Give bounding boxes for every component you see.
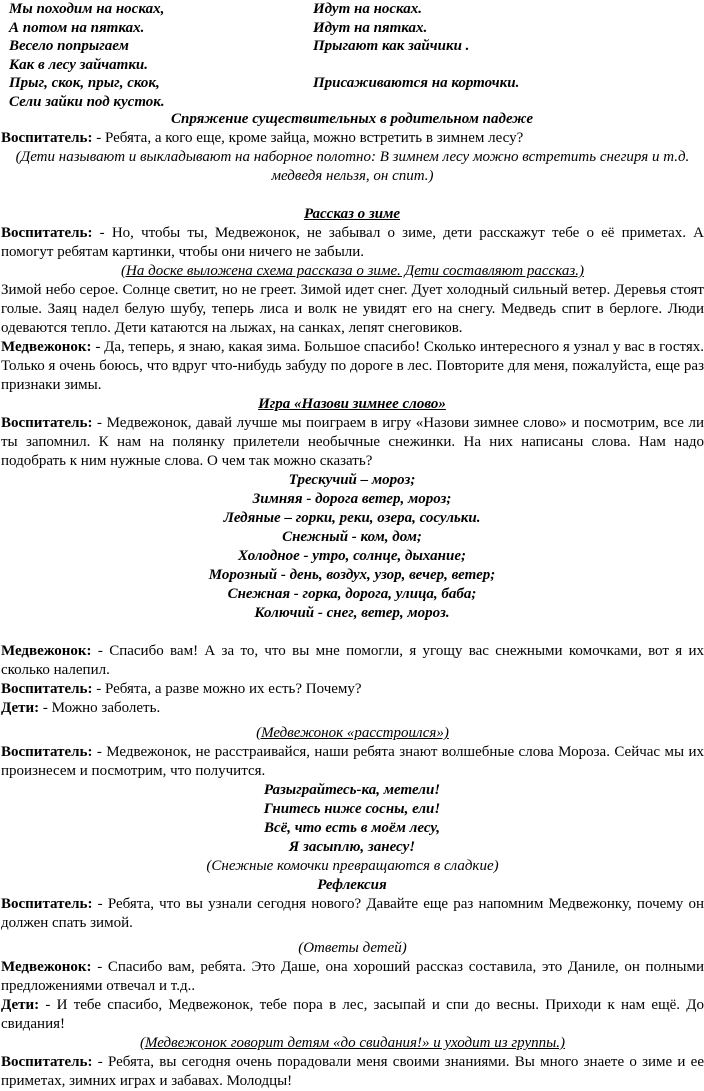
paragraph bbox=[0, 129, 704, 148]
paragraph bbox=[0, 338, 704, 395]
word-line: Колючий - снег, ветер, мороз. bbox=[254, 605, 450, 621]
speaker-label: Воспитатель: bbox=[1, 681, 93, 697]
poem-right-column bbox=[313, 0, 693, 111]
word-line: Снежная - горка, дорога, улица, баба; bbox=[227, 586, 477, 602]
paragraph bbox=[0, 895, 704, 933]
paragraph bbox=[0, 642, 704, 680]
stage-direction: (Дети называют и выкладывают на наборное полотно: В зимнем лесу можно встретить снегиря и т.д. медведя нельзя, он спит.) bbox=[15, 149, 690, 184]
section-heading: Спряжение существительных в родительном падеже bbox=[171, 111, 533, 127]
paragraph bbox=[0, 680, 704, 699]
poem-line: Сели зайки под кусток. bbox=[9, 93, 165, 110]
speaker-label: Воспитатель: bbox=[1, 415, 93, 431]
speech-text: - Ребята, а разве можно их есть? Почему? bbox=[92, 681, 362, 697]
speech-text: - Спасибо вам, ребята. Это Даше, она хороший рассказ составила, это Даниле, он полными предложениями отвечал и т.д.. bbox=[1, 959, 704, 994]
speaker-label: Медвежонок: bbox=[1, 643, 92, 659]
speech-text: - Можно заболеть. bbox=[39, 700, 161, 716]
speech-text: - Ребята, что вы узнали сегодня нового? Давайте еще раз напомним Медвежонку, почему он должен спать зимой. bbox=[1, 896, 704, 931]
speaker-label: Дети: bbox=[1, 997, 40, 1013]
paragraph bbox=[0, 414, 704, 471]
stage-direction: (Ответы детей) bbox=[298, 940, 407, 956]
section-heading: Рефлексия bbox=[317, 877, 387, 893]
speaker-label: Медвежонок: bbox=[1, 339, 92, 355]
speech-text: - Да, теперь, я знаю, какая зима. Большое спасибо! Сколько интересного я узнал у вас в гостях. Только я очень боюсь, что вдруг что-нибудь забуду по дороге в лес. Повторите для меня, пожалуйста, еще раз признаки зимы. bbox=[1, 339, 704, 393]
speech-text: - Ребята, а кого еще, кроме зайца, можно встретить в зимнем лесу? bbox=[92, 130, 524, 146]
poem-left-column bbox=[9, 0, 299, 111]
poem-action-line bbox=[313, 93, 693, 112]
speaker-label: Воспитатель: bbox=[1, 896, 93, 912]
speaker-label: Воспитатель: bbox=[1, 225, 93, 241]
speaker-label: Воспитатель: bbox=[1, 744, 93, 760]
paragraph bbox=[0, 699, 704, 718]
stage-direction: (На доске выложена схема рассказа о зиме. Дети составляют рассказ.) bbox=[121, 263, 584, 279]
spacer bbox=[0, 623, 704, 642]
speech-text: - Но, чтобы ты, Медвежонок, не забывал о зиме, дети расскажут тебе о её приметах. А помогут ребятам картинки, чтобы они ничего не забыли. bbox=[1, 225, 704, 260]
paragraph bbox=[0, 958, 704, 996]
stage-direction: (Медвежонок говорит детям «до свидания!» и уходит из группы.) bbox=[139, 1035, 566, 1051]
section-heading: Игра «Назови зимнее слово» bbox=[258, 396, 446, 412]
spell-line: Разыграйтесь-ка, метели! bbox=[263, 782, 441, 798]
poem-action-line: Идут на пятках. bbox=[313, 19, 428, 36]
spell-line: Всё, что есть в моём лесу, bbox=[263, 820, 441, 836]
word-line: Ледяные – горки, реки, озера, сосульки. bbox=[223, 510, 481, 526]
speech-text: - И тебе спасибо, Медвежонок, тебе пора в лес, засыпай и спи до весны. Приходи к нам ещё. До свидания! bbox=[1, 997, 704, 1032]
word-line: Снежный - ком, дом; bbox=[282, 529, 422, 545]
paragraph bbox=[0, 996, 704, 1034]
poem-line: Весело попрыгаем bbox=[9, 38, 129, 54]
poem-action-line bbox=[313, 56, 693, 75]
speech-text: - Ребята, вы сегодня очень порадовали меня своими знаниями. Вы много знаете о зиме и ее приметах, зимних играх и забавах. Молодцы! bbox=[1, 1054, 704, 1089]
speaker-label: Воспитатель: bbox=[1, 130, 93, 146]
poem-block bbox=[0, 0, 704, 110]
speech-text: - Медвежонок, не расстраивайся, наши ребята знают волшебные слова Мороза. Сейчас мы их произнесем и посмотрим, что получится. bbox=[1, 744, 704, 779]
word-line: Трескучий – мороз; bbox=[288, 472, 416, 488]
poem-line: Мы походим на носках, bbox=[9, 1, 165, 17]
poem-action-line: Прыгают как зайчики . bbox=[313, 38, 470, 54]
stage-direction: (Медвежонок «расстроился») bbox=[256, 725, 449, 741]
spell-line: Гнитесь ниже сосны, ели! bbox=[263, 801, 441, 817]
word-line: Зимняя - дорога ветер, мороз; bbox=[252, 491, 452, 507]
paragraph: Зимой небо серое. Солнце светит, но не греет. Зимой идет снег. Дует холодный сильный ветер. Деревья стоят голые. Заяц надел белую шубу, теперь лиса и волк не увидят его на снегу. Медведь спит в берлоге. Люди одеваются тепло. Дети катаются на лыжах, на санках, лепят снеговиков. bbox=[1, 282, 704, 336]
speaker-label: Воспитатель: bbox=[1, 1054, 93, 1070]
poem-action-line: Присаживаются на корточки. bbox=[313, 75, 520, 91]
poem-line: А потом на пятках. bbox=[9, 19, 145, 36]
stage-direction: (Снежные комочки превращаются в сладкие) bbox=[206, 858, 499, 874]
spacer bbox=[0, 186, 704, 205]
poem-line: Как в лесу зайчатки. bbox=[9, 56, 149, 73]
word-line: Морозный - день, воздух, узор, вечер, ветер; bbox=[208, 567, 496, 583]
speaker-label: Медвежонок: bbox=[1, 959, 92, 975]
speaker-label: Дети: bbox=[1, 700, 40, 716]
word-line: Холодное - утро, солнце, дыхание; bbox=[238, 548, 466, 564]
speech-text: - Спасибо вам! А за то, что вы мне помогли, я угощу вас снежными комочками, вот я их сколько налепил. bbox=[1, 643, 704, 678]
speech-text: - Медвежонок, давай лучше мы поиграем в игру «Назови зимнее слово» и посмотрим, все ли ты запомнил. К нам на полянку прилетели необычные снежинки. На них написаны слова. Нам надо подобрать к ним нужные слова. О чем так можно сказать? bbox=[1, 415, 704, 469]
spell-line: Я засыплю, занесу! bbox=[288, 839, 416, 855]
paragraph bbox=[0, 743, 704, 781]
poem-line: Прыг, скок, прыг, скок, bbox=[9, 75, 160, 91]
paragraph bbox=[0, 224, 704, 262]
paragraph bbox=[0, 1053, 704, 1091]
section-heading: Рассказ о зиме bbox=[303, 206, 401, 222]
poem-action-line: Идут на носках. bbox=[313, 1, 423, 17]
